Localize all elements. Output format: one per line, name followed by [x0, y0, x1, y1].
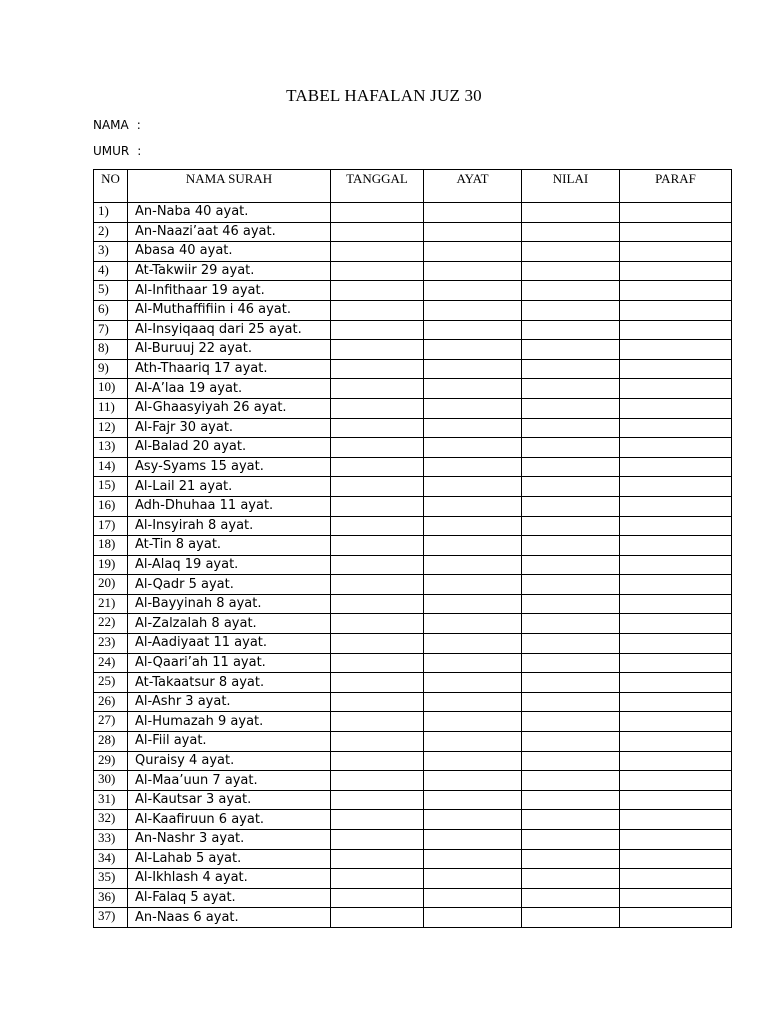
row-number: 23): [94, 634, 128, 654]
surah-name: Adh-Dhuhaa 11 ayat.: [128, 496, 331, 516]
row-number: 18): [94, 536, 128, 556]
surah-name: Al-Humazah 9 ayat.: [128, 712, 331, 732]
tanggal-cell: [331, 438, 424, 458]
row-number: 11): [94, 398, 128, 418]
surah-name: Al-Kaafiruun 6 ayat.: [128, 810, 331, 830]
paraf-cell: [620, 536, 732, 556]
table-row: [94, 398, 732, 418]
surah-name: Quraisy 4 ayat.: [128, 751, 331, 771]
table-row: [94, 634, 732, 654]
table-row: [94, 614, 732, 634]
surah-name: Al-Buruuj 22 ayat.: [128, 340, 331, 360]
table-row: [94, 320, 732, 340]
nilai-cell: [522, 712, 620, 732]
surah-name: Al-Muthaffifiin i 46 ayat.: [128, 300, 331, 320]
row-number: 17): [94, 516, 128, 536]
table-row: [94, 771, 732, 791]
umur-field: [93, 144, 141, 158]
row-number: 2): [94, 222, 128, 242]
row-number: 26): [94, 692, 128, 712]
table-row: [94, 751, 732, 771]
tanggal-cell: [331, 398, 424, 418]
table-row: [94, 653, 732, 673]
row-number: 14): [94, 457, 128, 477]
surah-name: An-Naba 40 ayat.: [128, 203, 331, 223]
table-row: [94, 516, 732, 536]
table-row: [94, 418, 732, 438]
ayat-cell: [424, 869, 522, 889]
nilai-cell: [522, 300, 620, 320]
paraf-cell: [620, 418, 732, 438]
row-number: 5): [94, 281, 128, 301]
tanggal-cell: [331, 340, 424, 360]
tanggal-cell: [331, 810, 424, 830]
tanggal-cell: [331, 594, 424, 614]
paraf-cell: [620, 575, 732, 595]
hafalan-table: [93, 169, 732, 928]
ayat-cell: [424, 908, 522, 928]
paraf-cell: [620, 340, 732, 360]
row-number: 24): [94, 653, 128, 673]
row-number: 16): [94, 496, 128, 516]
surah-name: Al-Lahab 5 ayat.: [128, 849, 331, 869]
row-number: 29): [94, 751, 128, 771]
nilai-cell: [522, 771, 620, 791]
nilai-cell: [522, 320, 620, 340]
surah-name: Al-Fiil ayat.: [128, 732, 331, 752]
header-no: NO: [94, 170, 128, 203]
paraf-cell: [620, 320, 732, 340]
table-row: [94, 732, 732, 752]
nilai-cell: [522, 594, 620, 614]
table-row: [94, 594, 732, 614]
nilai-cell: [522, 810, 620, 830]
ayat-cell: [424, 457, 522, 477]
tanggal-cell: [331, 869, 424, 889]
row-number: 28): [94, 732, 128, 752]
row-number: 22): [94, 614, 128, 634]
surah-name: Al-Falaq 5 ayat.: [128, 888, 331, 908]
surah-name: Al-Balad 20 ayat.: [128, 438, 331, 458]
paraf-cell: [620, 849, 732, 869]
ayat-cell: [424, 438, 522, 458]
nilai-cell: [522, 790, 620, 810]
surah-name: Al-Qaari’ah 11 ayat.: [128, 653, 331, 673]
paraf-cell: [620, 908, 732, 928]
tanggal-cell: [331, 359, 424, 379]
nilai-cell: [522, 869, 620, 889]
nilai-cell: [522, 242, 620, 262]
surah-name: At-Tin 8 ayat.: [128, 536, 331, 556]
row-number: 13): [94, 438, 128, 458]
ayat-cell: [424, 222, 522, 242]
tanggal-cell: [331, 888, 424, 908]
row-number: 8): [94, 340, 128, 360]
tanggal-cell: [331, 692, 424, 712]
row-number: 21): [94, 594, 128, 614]
table-row: [94, 281, 732, 301]
paraf-cell: [620, 496, 732, 516]
paraf-cell: [620, 810, 732, 830]
paraf-cell: [620, 712, 732, 732]
ayat-cell: [424, 359, 522, 379]
nilai-cell: [522, 438, 620, 458]
row-number: 15): [94, 477, 128, 497]
paraf-cell: [620, 692, 732, 712]
ayat-cell: [424, 849, 522, 869]
row-number: 6): [94, 300, 128, 320]
nilai-cell: [522, 457, 620, 477]
surah-name: Abasa 40 ayat.: [128, 242, 331, 262]
table-row: [94, 692, 732, 712]
tanggal-cell: [331, 496, 424, 516]
surah-name: At-Takaatsur 8 ayat.: [128, 673, 331, 693]
table-row: [94, 830, 732, 850]
nilai-cell: [522, 908, 620, 928]
ayat-cell: [424, 300, 522, 320]
table-row: [94, 536, 732, 556]
surah-name: At-Takwiir 29 ayat.: [128, 261, 331, 281]
row-number: 30): [94, 771, 128, 791]
table-row: [94, 849, 732, 869]
paraf-cell: [620, 634, 732, 654]
row-number: 12): [94, 418, 128, 438]
table-row: [94, 790, 732, 810]
ayat-cell: [424, 575, 522, 595]
surah-name: Al-Qadr 5 ayat.: [128, 575, 331, 595]
row-number: 36): [94, 888, 128, 908]
nilai-cell: [522, 614, 620, 634]
row-number: 3): [94, 242, 128, 262]
tanggal-cell: [331, 712, 424, 732]
row-number: 27): [94, 712, 128, 732]
ayat-cell: [424, 790, 522, 810]
nilai-cell: [522, 830, 620, 850]
header-nama-surah: NAMA SURAH: [128, 170, 331, 203]
row-number: 9): [94, 359, 128, 379]
tanggal-cell: [331, 614, 424, 634]
row-number: 32): [94, 810, 128, 830]
row-number: 33): [94, 830, 128, 850]
tanggal-cell: [331, 261, 424, 281]
tanggal-cell: [331, 222, 424, 242]
paraf-cell: [620, 242, 732, 262]
tanggal-cell: [331, 203, 424, 223]
nilai-cell: [522, 555, 620, 575]
tanggal-cell: [331, 673, 424, 693]
ayat-cell: [424, 320, 522, 340]
paraf-cell: [620, 516, 732, 536]
ayat-cell: [424, 203, 522, 223]
tanggal-cell: [331, 732, 424, 752]
paraf-cell: [620, 594, 732, 614]
nama-field: [93, 118, 141, 132]
nilai-cell: [522, 673, 620, 693]
row-number: 20): [94, 575, 128, 595]
paraf-cell: [620, 771, 732, 791]
tanggal-cell: [331, 457, 424, 477]
tanggal-cell: [331, 516, 424, 536]
tanggal-cell: [331, 771, 424, 791]
paraf-cell: [620, 457, 732, 477]
tanggal-cell: [331, 379, 424, 399]
tanggal-cell: [331, 575, 424, 595]
table-row: [94, 555, 732, 575]
paraf-cell: [620, 300, 732, 320]
table-row: [94, 340, 732, 360]
surah-name: Al-A’laa 19 ayat.: [128, 379, 331, 399]
ayat-cell: [424, 614, 522, 634]
row-number: 1): [94, 203, 128, 223]
paraf-cell: [620, 653, 732, 673]
paraf-cell: [620, 222, 732, 242]
nilai-cell: [522, 653, 620, 673]
header-nilai: NILAI: [522, 170, 620, 203]
ayat-cell: [424, 555, 522, 575]
ayat-cell: [424, 340, 522, 360]
paraf-cell: [620, 869, 732, 889]
ayat-cell: [424, 732, 522, 752]
surah-name: Al-Ghaasyiyah 26 ayat.: [128, 398, 331, 418]
ayat-cell: [424, 771, 522, 791]
table-row: [94, 379, 732, 399]
nilai-cell: [522, 261, 620, 281]
table-row: [94, 242, 732, 262]
tanggal-cell: [331, 634, 424, 654]
table-row: [94, 477, 732, 497]
tanggal-cell: [331, 320, 424, 340]
tanggal-cell: [331, 242, 424, 262]
ayat-cell: [424, 830, 522, 850]
nilai-cell: [522, 281, 620, 301]
nilai-cell: [522, 418, 620, 438]
paraf-cell: [620, 281, 732, 301]
tanggal-cell: [331, 536, 424, 556]
row-number: 10): [94, 379, 128, 399]
surah-name: Ath-Thaariq 17 ayat.: [128, 359, 331, 379]
header-ayat: AYAT: [424, 170, 522, 203]
tanggal-cell: [331, 751, 424, 771]
row-number: 35): [94, 869, 128, 889]
surah-name: Al-Insyiqaaq dari 25 ayat.: [128, 320, 331, 340]
ayat-cell: [424, 379, 522, 399]
tanggal-cell: [331, 281, 424, 301]
nilai-cell: [522, 359, 620, 379]
nama-colon: :: [136, 118, 141, 132]
table-row: [94, 300, 732, 320]
nilai-cell: [522, 888, 620, 908]
paraf-cell: [620, 751, 732, 771]
nilai-cell: [522, 477, 620, 497]
row-number: 31): [94, 790, 128, 810]
surah-name: Al-Alaq 19 ayat.: [128, 555, 331, 575]
paraf-cell: [620, 359, 732, 379]
surah-name: Al-Ikhlash 4 ayat.: [128, 869, 331, 889]
paraf-cell: [620, 888, 732, 908]
table-row: [94, 575, 732, 595]
tanggal-cell: [331, 418, 424, 438]
paraf-cell: [620, 673, 732, 693]
ayat-cell: [424, 594, 522, 614]
row-number: 37): [94, 908, 128, 928]
paraf-cell: [620, 261, 732, 281]
row-number: 19): [94, 555, 128, 575]
ayat-cell: [424, 261, 522, 281]
tanggal-cell: [331, 849, 424, 869]
table-row: [94, 673, 732, 693]
tanggal-cell: [331, 653, 424, 673]
paraf-cell: [620, 830, 732, 850]
header-tanggal: TANGGAL: [331, 170, 424, 203]
nilai-cell: [522, 379, 620, 399]
ayat-cell: [424, 653, 522, 673]
surah-name: An-Naazi’aat 46 ayat.: [128, 222, 331, 242]
tanggal-cell: [331, 790, 424, 810]
nilai-cell: [522, 340, 620, 360]
paraf-cell: [620, 379, 732, 399]
surah-name: Al-Kautsar 3 ayat.: [128, 790, 331, 810]
paraf-cell: [620, 477, 732, 497]
surah-name: Asy-Syams 15 ayat.: [128, 457, 331, 477]
ayat-cell: [424, 242, 522, 262]
nilai-cell: [522, 398, 620, 418]
table-row: [94, 810, 732, 830]
table-row: [94, 908, 732, 928]
ayat-cell: [424, 712, 522, 732]
paraf-cell: [620, 555, 732, 575]
nilai-cell: [522, 516, 620, 536]
paraf-cell: [620, 614, 732, 634]
table-row: [94, 712, 732, 732]
paraf-cell: [620, 398, 732, 418]
table-row: [94, 261, 732, 281]
ayat-cell: [424, 692, 522, 712]
tanggal-cell: [331, 555, 424, 575]
umur-label: UMUR: [93, 144, 130, 158]
nilai-cell: [522, 536, 620, 556]
ayat-cell: [424, 751, 522, 771]
table-row: [94, 888, 732, 908]
ayat-cell: [424, 418, 522, 438]
table-header-row: [94, 170, 732, 203]
surah-name: Al-Infithaar 19 ayat.: [128, 281, 331, 301]
ayat-cell: [424, 634, 522, 654]
ayat-cell: [424, 888, 522, 908]
surah-name: Al-Lail 21 ayat.: [128, 477, 331, 497]
surah-name: Al-Insyirah 8 ayat.: [128, 516, 331, 536]
nama-label: NAMA: [93, 118, 129, 132]
ayat-cell: [424, 516, 522, 536]
nilai-cell: [522, 575, 620, 595]
ayat-cell: [424, 536, 522, 556]
nilai-cell: [522, 496, 620, 516]
surah-name: Al-Ashr 3 ayat.: [128, 692, 331, 712]
row-number: 7): [94, 320, 128, 340]
paraf-cell: [620, 438, 732, 458]
row-number: 34): [94, 849, 128, 869]
table-row: [94, 438, 732, 458]
paraf-cell: [620, 732, 732, 752]
umur-colon: :: [137, 144, 142, 158]
page-title: TABEL HAFALAN JUZ 30: [286, 86, 482, 105]
row-number: 25): [94, 673, 128, 693]
ayat-cell: [424, 810, 522, 830]
table-row: [94, 457, 732, 477]
nilai-cell: [522, 849, 620, 869]
table-row: [94, 203, 732, 223]
nilai-cell: [522, 751, 620, 771]
table-row: [94, 496, 732, 516]
surah-name: Al-Zalzalah 8 ayat.: [128, 614, 331, 634]
row-number: 4): [94, 261, 128, 281]
ayat-cell: [424, 496, 522, 516]
surah-name: Al-Fajr 30 ayat.: [128, 418, 331, 438]
table-row: [94, 222, 732, 242]
nilai-cell: [522, 222, 620, 242]
header-paraf: PARAF: [620, 170, 732, 203]
surah-name: Al-Maa’uun 7 ayat.: [128, 771, 331, 791]
tanggal-cell: [331, 300, 424, 320]
ayat-cell: [424, 673, 522, 693]
ayat-cell: [424, 398, 522, 418]
ayat-cell: [424, 477, 522, 497]
surah-name: Al-Bayyinah 8 ayat.: [128, 594, 331, 614]
table-row: [94, 359, 732, 379]
table-row: [94, 869, 732, 889]
surah-name: An-Naas 6 ayat.: [128, 908, 331, 928]
tanggal-cell: [331, 830, 424, 850]
paraf-cell: [620, 203, 732, 223]
nilai-cell: [522, 692, 620, 712]
surah-name: Al-Aadiyaat 11 ayat.: [128, 634, 331, 654]
tanggal-cell: [331, 908, 424, 928]
tanggal-cell: [331, 477, 424, 497]
nilai-cell: [522, 634, 620, 654]
nilai-cell: [522, 732, 620, 752]
surah-name: An-Nashr 3 ayat.: [128, 830, 331, 850]
table-body: [94, 203, 732, 928]
ayat-cell: [424, 281, 522, 301]
paraf-cell: [620, 790, 732, 810]
nilai-cell: [522, 203, 620, 223]
